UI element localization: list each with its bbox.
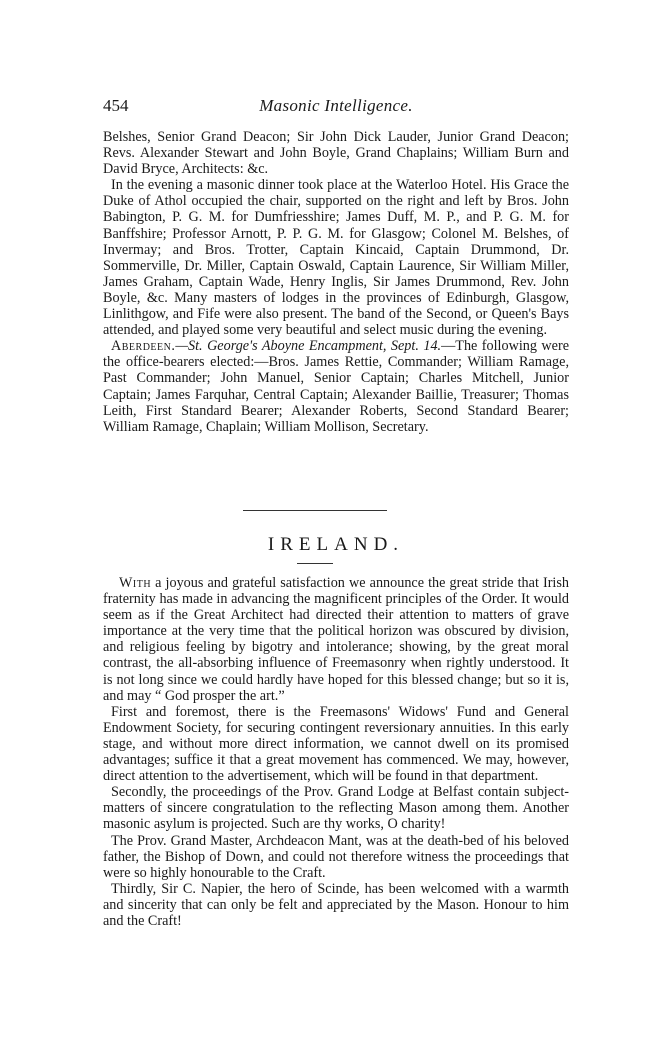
paragraph-napier	[103, 881, 569, 929]
paragraph-text: Secondly, the proceedings of the Prov. Grand Lodge at Belfast contain subject-matters of sincere congratulation to the reflecting Mason among them. Another masonic asylum is projected. Such are thy works, O charity!	[103, 784, 569, 833]
paragraph-aberdeen	[103, 338, 569, 435]
place-name: Aberdeen.	[111, 338, 176, 355]
paragraph-belfast	[103, 784, 569, 832]
lead-word: With	[119, 575, 152, 591]
paragraph-mant	[103, 833, 569, 881]
paragraph-widows-fund	[103, 704, 569, 784]
running-head	[103, 96, 569, 120]
paragraph-text: Belshes, Senior Grand Deacon; Sir John Dick Lauder, Junior Grand Deacon; Revs. Alexander Stewart and John Boyle, Grand Chaplains; William Burn and David Bryce, Architects: &c.	[103, 129, 569, 178]
paragraph-text: Thirdly, Sir C. Napier, the hero of Scinde, has been welcomed with a warmth and sincerity that can only be felt and appreciated by the Mason. Honour to him and the Craft!	[103, 880, 569, 929]
encampment-subject: —St. George's Aboyne Encampment, Sept. 14.	[175, 338, 442, 355]
paragraph-text: First and foremost, there is the Freemasons' Widows' Fund and General Endowment Society, for securing contingent reversionary annuities. In this early stage, and without more direct information, we cannot dwell on its promised advantages; suffice it that a great movement has commenced. We may, however, direct attention to the advertisement, which will be found in that department.	[103, 703, 569, 785]
paragraph-text: a joyous and grateful satisfaction we announce the great stride that Irish fraternity has made in advancing the magnificent principles of the Order. It would seem as if the Great Architect had directed their attention to matters of grave importance at the very time that the political horizon was obscured by division, and religious feeling by bigotry and intolerance; showing, by the great moral contrast, the all-absorbing influence of Freemasonry when rightly understood. It is not long since we could hardly have hoped for this blessed change; but so it is, and may “ God prosper the art.”	[103, 575, 569, 704]
running-title: Masonic Intelligence.	[259, 96, 413, 115]
paragraph-officers	[103, 129, 569, 177]
ireland-text-block	[103, 575, 569, 929]
section-heading: IRELAND.	[267, 534, 405, 555]
page-number: 454	[103, 96, 129, 115]
paragraph-text: The Prov. Grand Master, Archdeacon Mant, was at the death-bed of his beloved father, the Bishop of Down, and could not therefore witness the proceedings that were so highly honourable to the Craft.	[103, 832, 569, 881]
paragraph-dinner	[103, 177, 569, 338]
section-divider	[243, 510, 387, 511]
top-text-block	[103, 129, 569, 435]
paragraph-intro	[103, 575, 569, 704]
heading-underline	[297, 563, 333, 564]
paragraph-text: In the evening a masonic dinner took place at the Waterloo Hotel. His Grace the Duke of Athol occupied the chair, supported on the right and left by Bros. John Babington, P. G. M. for Dumfriesshire; James Duff, M. P., and P. G. M. for Banffshire; Professor Arnott, P. P. G. M. for Glasgow; Colonel M. Belshes, of Invermay; and Bros. Trotter, Captain Kincaid, Captain Drummond, Dr. Sommerville, Dr. Miller, Captain Oswald, Captain Laurence, Sir William Miller, James Graham, Captain Wade, Henry Inglis, Sir James Drummond, Rev. John Boyle, &c. Many masters of lodges in the provinces of Edinburgh, Glasgow, Linlithgow, and Fife were also present. The band of the Second, or Queen's Bays attended, and played some very beautiful and select music during the evening.	[103, 177, 569, 339]
paragraph-text: —The following were the office-bearers elected:—Bros. James Rettie, Commander; William Ramage, Past Commander; John Manuel, Senior Captain; Charles Mitchell, Junior Captain; James Farquhar, Central Captain; Alexander Baillie, Treasurer; Thomas Leith, First Standard Bearer; Alexander Roberts, Second Standard Bearer; William Ramage, Chaplain; William Mollison, Secretary.	[103, 338, 569, 435]
